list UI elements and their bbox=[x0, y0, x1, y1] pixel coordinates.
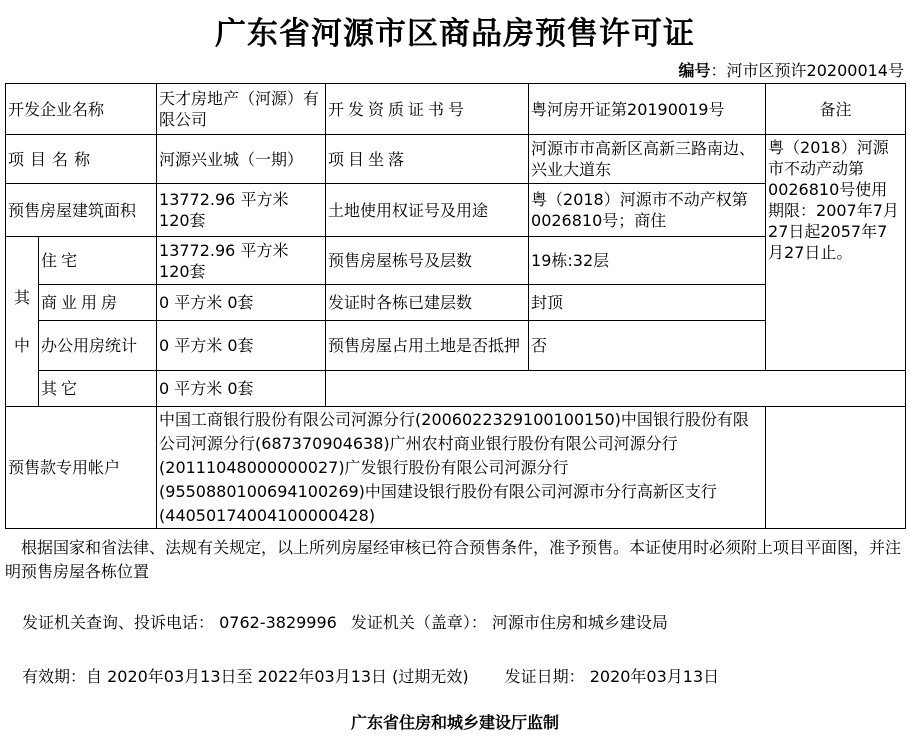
mortgage-value: 否 bbox=[529, 321, 766, 371]
cert-value: 粤河房开证第20190019号 bbox=[529, 84, 766, 135]
empty-remarks-cell bbox=[766, 371, 906, 407]
floors-label: 发证时各栋已建层数 bbox=[326, 285, 529, 321]
supervisor-footer: 广东省住房和城乡建设厅监制 bbox=[350, 713, 559, 732]
residential-label: 住宅 bbox=[39, 237, 157, 285]
developer-label: 开发企业名称 bbox=[6, 84, 157, 135]
building-label: 预售房屋栋号及层数 bbox=[326, 237, 529, 285]
account-remarks-cell bbox=[766, 407, 906, 529]
empty-cell bbox=[326, 371, 766, 407]
certificate-number bbox=[679, 58, 904, 81]
land-value: 粤（2018）河源市不动产权第0026810号；商住 bbox=[529, 184, 766, 237]
office-value: 0 平方米 0套 bbox=[157, 321, 326, 371]
account-value: 中国工商银行股份有限公司河源分行(2006022329100100150)中国银行股份有限公司河源分行(687370904638)广州农村商业银行股份有限公司河源分行(20111048000000027)广发银行股份有限公司河源分行(9550880100694100269)中国建设银行股份有限公司河源市分行高新区支行(44050174004100000428) bbox=[157, 407, 766, 529]
presale-info-table bbox=[5, 83, 906, 529]
contact-line bbox=[22, 610, 668, 633]
issuing-authority: 发证机关（盖章）： 河源市住房和城乡建设局 bbox=[350, 613, 668, 632]
land-label: 土地使用权证号及用途 bbox=[326, 184, 529, 237]
qizhong-label bbox=[6, 237, 39, 407]
area-value: 13772.96 平方米 120套 bbox=[157, 184, 326, 237]
commercial-label: 商业用房 bbox=[39, 285, 157, 321]
location-value: 河源市市高新区高新三路南边、兴业大道东 bbox=[529, 135, 766, 184]
project-name-value: 河源兴业城（一期） bbox=[157, 135, 326, 184]
floors-value: 封顶 bbox=[529, 285, 766, 321]
office-label: 办公用房统计 bbox=[39, 321, 157, 371]
commercial-value: 0 平方米 0套 bbox=[157, 285, 326, 321]
certificate-number-label: 编号 bbox=[678, 61, 711, 80]
qizhong-char-1: 其 bbox=[13, 287, 30, 307]
qizhong-char-2: 中 bbox=[13, 335, 30, 355]
cert-label: 开发资质证书号 bbox=[326, 84, 529, 135]
contact-phone: 发证机关查询、投诉电话： 0762-3829996 bbox=[22, 613, 337, 632]
location-label: 项目坐落 bbox=[326, 135, 529, 184]
other-value: 0 平方米 0套 bbox=[157, 371, 326, 407]
issue-date: 发证日期： 2020年03月13日 bbox=[504, 667, 720, 686]
mortgage-label: 预售房屋占用土地是否抵押 bbox=[326, 321, 529, 371]
validity-line bbox=[22, 664, 719, 687]
certificate-title: 广东省河源市区商品房预售许可证 bbox=[215, 16, 695, 52]
project-name-label: 项目名称 bbox=[6, 135, 157, 184]
building-value: 19栋:32层 bbox=[529, 237, 766, 285]
certificate-number-value: ：河市区预许20200014号 bbox=[710, 61, 904, 80]
residential-value: 13772.96 平方米 120套 bbox=[157, 237, 326, 285]
area-label: 预售房屋建筑面积 bbox=[6, 184, 157, 237]
remarks-label: 备注 bbox=[766, 84, 906, 135]
validity-period: 有效期：自 2020年03月13日至 2022年03月13日 (过期无效) bbox=[22, 667, 469, 686]
other-label: 其它 bbox=[39, 371, 157, 407]
remarks-value: 粤（2018）河源市不动产动第0026810号使用期限：2007年7月27日起2057年7月27日止。 bbox=[766, 135, 906, 371]
account-label: 预售款专用帐户 bbox=[6, 407, 157, 529]
developer-value: 天才房地产（河源）有限公司 bbox=[157, 84, 326, 135]
approval-statement: 根据国家和省法律、法规有关规定，以上所列房屋经审核已符合预售条件，准予预售。本证使用时必须附上项目平面图，并注明预售房屋各栋位置 bbox=[5, 538, 902, 581]
